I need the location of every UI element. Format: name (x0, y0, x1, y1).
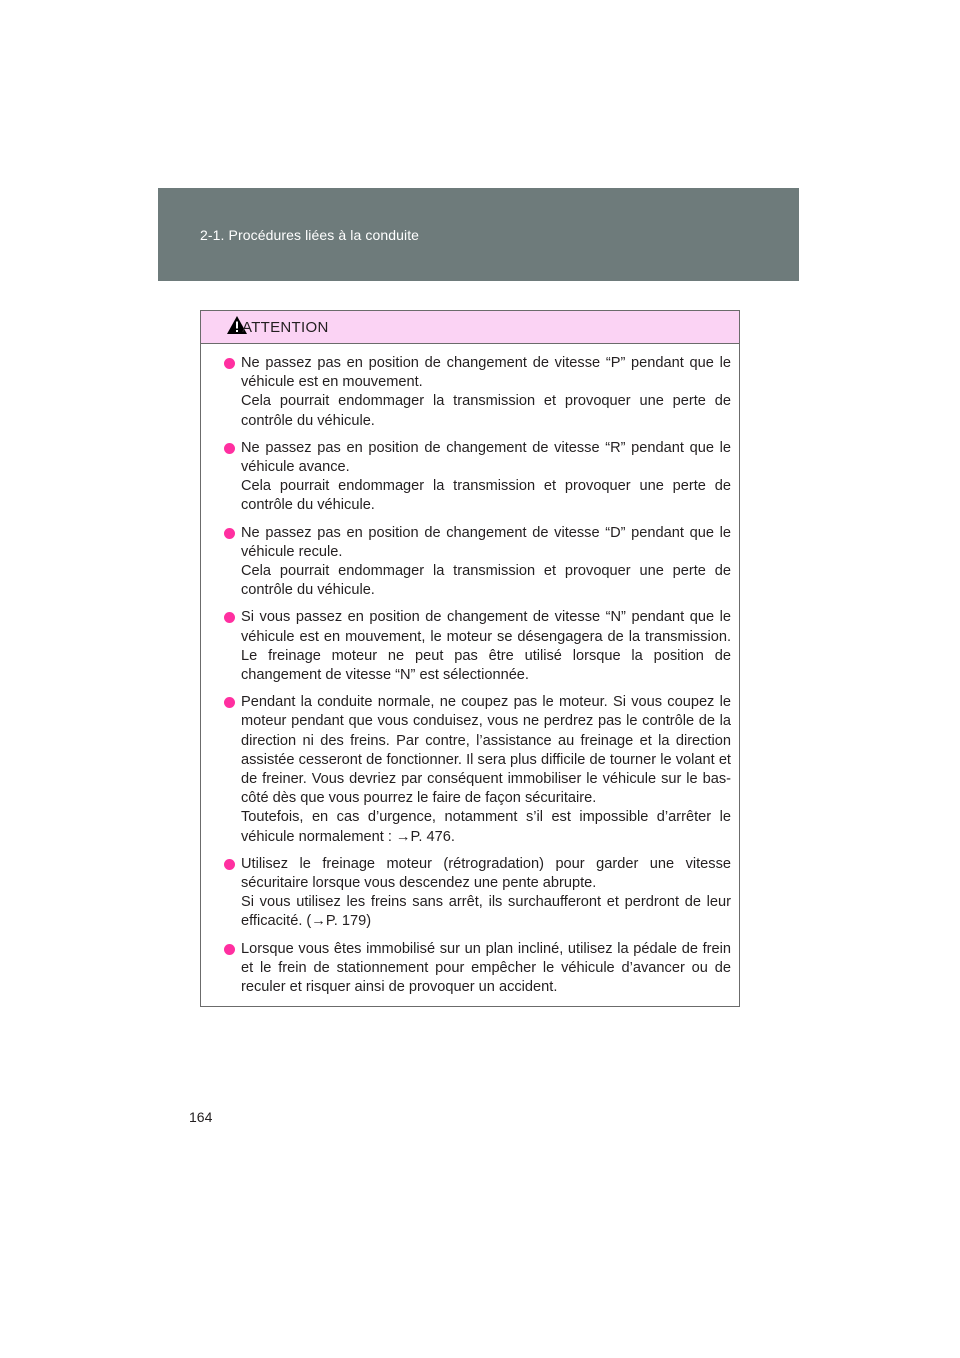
warning-text: Ne passez pas en position de changement de vitesse “D” pendant que le véhicule recule. (241, 524, 731, 560)
warning-text: Lorsque vous êtes immobilisé sur un plan incliné, utilisez la pédale de frein et le frein de stationnement pour empêcher le véhicule d’avancer ou de reculer et risquer ainsi de provoquer un accident. (241, 940, 731, 996)
warning-text: Ne passez pas en position de changement de vitesse “P” pendant que le véhicule est en mouvement. (241, 355, 731, 391)
bullet-icon (224, 358, 235, 369)
warning-item (225, 855, 731, 932)
warning-text: Pendant la conduite normale, ne coupez pas le moteur. Si vous coupez le moteur pendant que vous conduisez, vous ne perdrez pas le contrôle de la direction ni des freins. Par contre, l’assistance au freinage et la direction assistée cesseront de fonctionner. Il sera plus difficile de tourner le volant et de freiner. Vous devriez par conséquent immobiliser le véhicule sur le bas-côté dès que vous pourrez le faire de façon sécuritaire. (241, 694, 731, 807)
warning-text: Si vous utilisez les freins sans arrêt, ils surchaufferont et perdront de leur efficacité. (→P. 179) (241, 894, 731, 930)
warning-item (225, 524, 731, 601)
warning-list (201, 344, 739, 997)
bullet-icon (224, 443, 235, 454)
warning-item (225, 940, 731, 998)
warning-text: Cela pourrait endommager la transmission et provoquer une perte de contrôle du véhicule. (241, 478, 731, 514)
warning-text: Ne passez pas en position de changement de vitesse “R” pendant que le véhicule avance. (241, 439, 731, 476)
bullet-icon (224, 859, 235, 870)
warning-text: Cela pourrait endommager la transmission et provoquer une perte de contrôle du véhicule. (241, 563, 731, 599)
warning-item (225, 439, 731, 516)
warning-title: ATTENTION (242, 319, 329, 336)
warning-text: Si vous passez en position de changement de vitesse “N” pendant que le véhicule est en mouvement, le moteur se désengagera de la transmission. Le freinage moteur ne peut pas être utilisé lorsque la position de changement de vitesse “N” est sélectionnée. (241, 609, 731, 684)
bullet-icon (224, 528, 235, 539)
warning-text: Toutefois, en cas d’urgence, notamment s’il est impossible d’arrêter le véhicule normalement : →P. 476. (241, 809, 731, 845)
warning-item (225, 693, 731, 847)
section-header-bar (158, 188, 799, 281)
warning-item (225, 354, 731, 431)
bullet-icon (224, 944, 235, 955)
warning-box (200, 310, 740, 1007)
page-number: 164 (189, 1109, 213, 1125)
warning-header (201, 311, 739, 344)
warning-item (225, 608, 731, 685)
warning-text: Cela pourrait endommager la transmission et provoquer une perte de contrôle du véhicule. (241, 393, 731, 429)
bullet-icon (224, 612, 235, 623)
warning-text: Utilisez le freinage moteur (rétrogradation) pour garder une vitesse sécuritaire lorsque vous descendez une pente abrupte. (241, 855, 731, 892)
section-title: 2-1. Procédures liées à la conduite (200, 227, 420, 243)
bullet-icon (224, 697, 235, 708)
